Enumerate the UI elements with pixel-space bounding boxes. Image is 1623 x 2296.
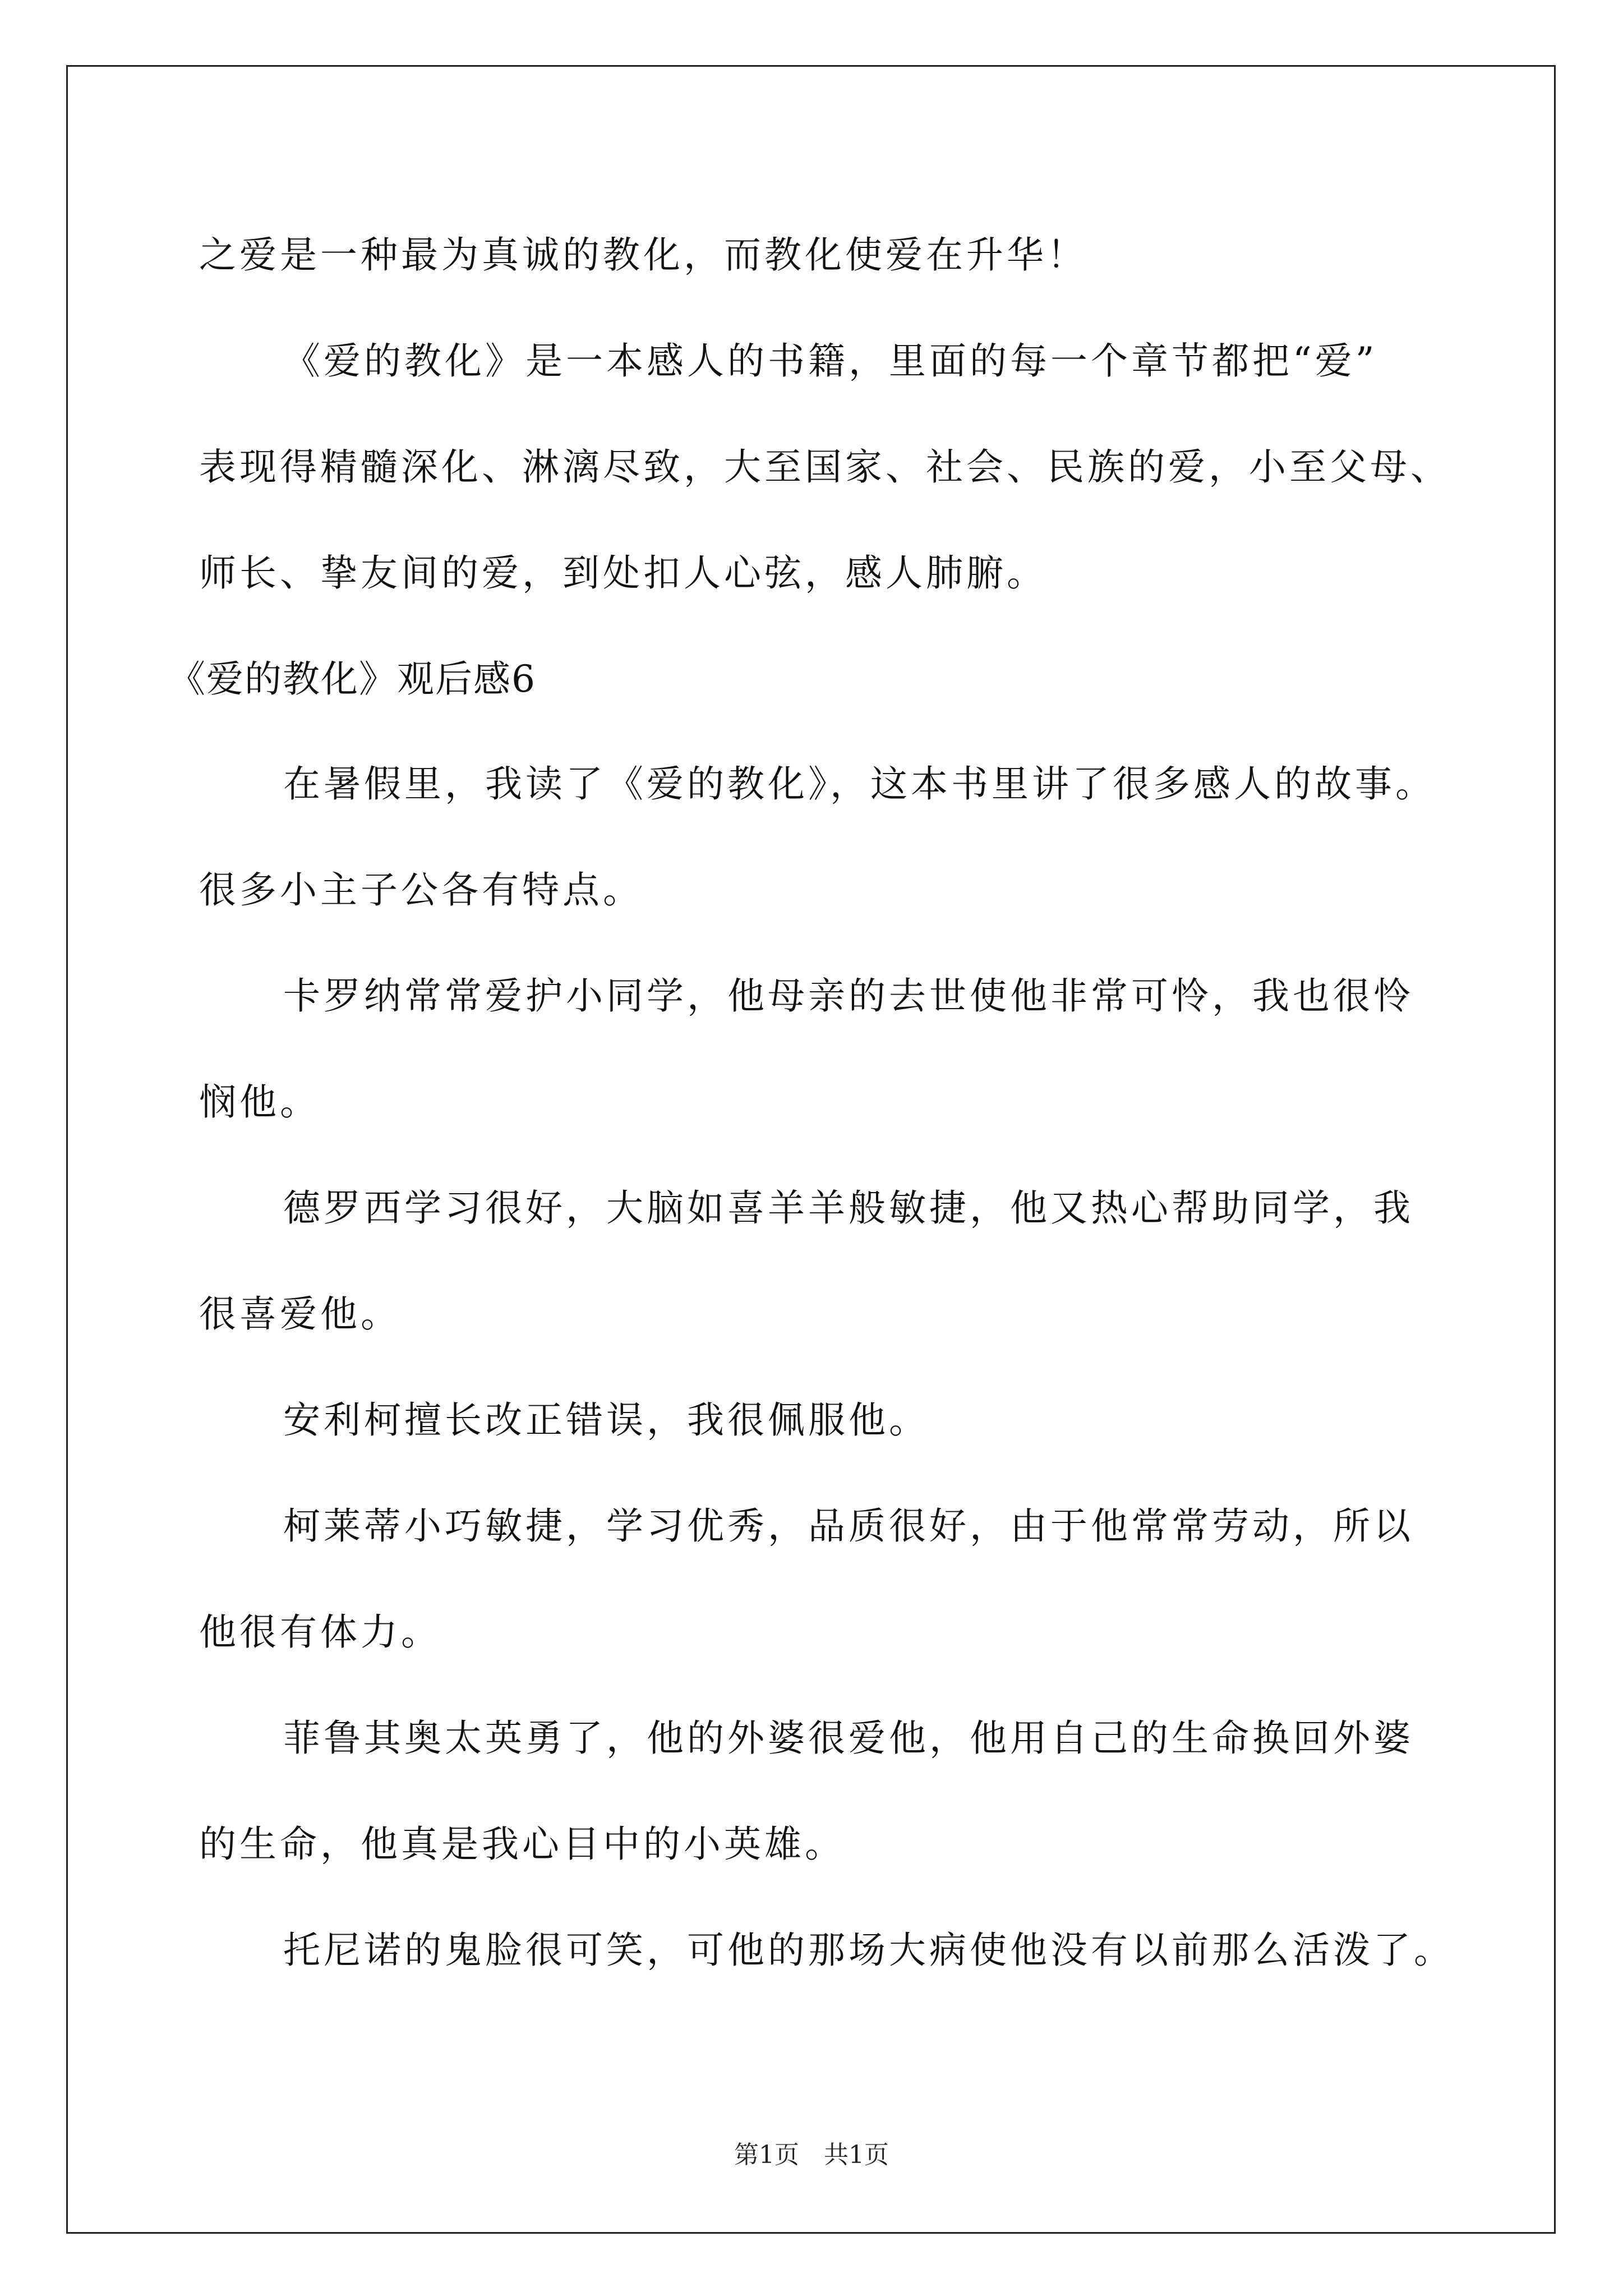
page-border — [66, 65, 1556, 2234]
text-line: 的生命，他真是我心目中的小英雄。 — [199, 1823, 845, 1866]
text-line: 德罗西学习很好，大脑如喜羊羊般敏捷，他又热心帮助同学，我 — [283, 1186, 1414, 1230]
text-line: 师长、挚友间的爱，到处扣人心弦，感人肺腑。 — [199, 551, 1047, 595]
section-heading: 《爱的教化》观后感6 — [168, 657, 536, 701]
text-line: 表现得精髓深化、淋漓尽致，大至国家、社会、民族的爱，小至父母、 — [199, 445, 1451, 489]
text-line: 之爱是一种最为真诚的教化，而教化使爱在升华！ — [199, 233, 1087, 277]
text-line: 很喜爱他。 — [199, 1292, 401, 1336]
text-line: 安利柯擅长改正错误，我很佩服他。 — [283, 1398, 929, 1442]
text-line: 很多小主子公各有特点。 — [199, 868, 643, 912]
text-line: 柯莱蒂小巧敏捷，学习优秀，品质很好，由于他常常劳动，所以 — [283, 1504, 1414, 1548]
text-line: 卡罗纳常常爱护小同学，他母亲的去世使他非常可怜，我也很怜 — [283, 974, 1414, 1018]
text-line: 菲鲁其奥太英勇了，他的外婆很爱他，他用自己的生命换回外婆 — [283, 1717, 1414, 1760]
text-line: 他很有体力。 — [199, 1611, 441, 1654]
text-line: 在暑假里，我读了《爱的教化》，这本书里讲了很多感人的故事。 — [283, 762, 1436, 806]
text-line: 悯他。 — [199, 1080, 320, 1124]
text-line: 托尼诺的鬼脸很可笑，可他的那场大病使他没有以前那么活泼了。 — [283, 1929, 1454, 1972]
text-line: 《爱的教化》是一本感人的书籍，里面的每一个章节都把“爱” — [283, 339, 1378, 383]
page-footer: 第1页 共1页 — [734, 2141, 889, 2169]
